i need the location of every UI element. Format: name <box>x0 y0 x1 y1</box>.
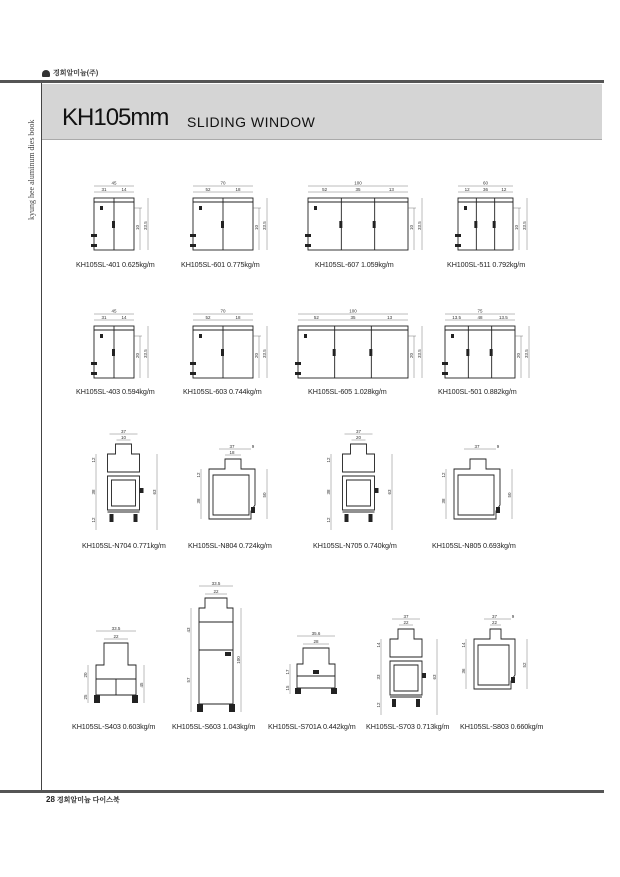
profile-drawing <box>185 580 245 715</box>
dimension-label: 52 <box>205 315 211 320</box>
dimension-label: 12 <box>91 517 96 523</box>
profile-drawing <box>440 445 520 535</box>
dimension-label: 45 <box>139 682 144 688</box>
dimension-label: 22 <box>403 620 409 625</box>
profile-drawing <box>285 630 345 710</box>
profile-label: KH105SL-403 0.594kg/m <box>76 387 155 396</box>
dimension-label: 75 <box>477 308 483 314</box>
profile-drawing <box>300 180 430 260</box>
footer-text: 경희알미늄 다이스북 <box>56 797 120 804</box>
dimension-label: 9 <box>496 444 500 449</box>
profile-label: KH105SL-N804 0.724kg/m <box>188 541 272 550</box>
dimension-label: 20 <box>83 672 88 678</box>
dimension-label: 20 <box>135 352 140 358</box>
dimension-label: 52 <box>522 662 527 668</box>
dimension-label: 37 <box>403 614 409 619</box>
dimension-label: 20 <box>254 352 259 358</box>
profile-section-drawing <box>375 615 445 715</box>
dimension-label: 31 <box>101 315 107 320</box>
dimension-label: 10 <box>514 224 519 230</box>
dimension-label: 10 <box>120 435 127 440</box>
dimension-label: 31 <box>101 187 107 192</box>
dimension-label: 12 <box>441 472 446 478</box>
dimension-label: 33.5 <box>143 221 148 230</box>
profile-label: KH100SL-511 0.792kg/m <box>447 260 526 269</box>
page-number: 28 <box>46 795 55 804</box>
dimension-label: 33.5 <box>524 349 529 358</box>
profile-section-drawing <box>185 180 275 260</box>
dimension-label: 45 <box>111 308 117 314</box>
profile-label: KH105SL-N704 0.771kg/m <box>82 541 166 550</box>
dimension-label: 52 <box>322 187 328 192</box>
dimension-label: 48 <box>477 315 483 320</box>
profile-section-drawing <box>437 308 537 388</box>
profile-label: KH105SL-S803 0.660kg/m <box>460 722 544 731</box>
dimension-label: 25 <box>83 694 88 700</box>
dimension-label: 35 <box>350 315 356 320</box>
profile-label: KH105SL-S703 0.713kg/m <box>366 722 450 731</box>
profile-label: KH100SL-501 0.882kg/m <box>438 387 517 396</box>
profile-section-drawing <box>300 180 430 260</box>
profile-label: KH105SL-607 1.059kg/m <box>315 260 394 269</box>
dimension-label: 35.6 <box>311 631 321 636</box>
dimension-label: 38 <box>441 498 446 504</box>
dimension-label: 14 <box>121 187 127 192</box>
dimension-label: 33.5 <box>262 221 267 230</box>
dimension-label: 36 <box>461 668 466 674</box>
dimension-label: 20 <box>409 352 414 358</box>
top-rule <box>0 80 604 83</box>
profile-section-drawing <box>325 430 400 535</box>
dimension-label: 38 <box>196 498 201 504</box>
dimension-label: 60 <box>482 180 489 186</box>
dimension-label: 12 <box>376 702 381 708</box>
profile-drawing <box>290 308 430 388</box>
side-text-label: kyung hee aluminum dies book <box>27 119 36 220</box>
dimension-label: 22 <box>491 620 498 625</box>
profile-drawing <box>86 180 156 260</box>
profile-section-drawing <box>290 308 430 388</box>
page-subtitle: SLIDING WINDOW <box>187 114 316 130</box>
profile-section-drawing <box>86 180 156 260</box>
dimension-label: 14 <box>376 642 381 648</box>
dimension-label: 12 <box>196 472 201 478</box>
dimension-label: 18 <box>229 450 235 455</box>
brand-name: 경희알미늄(주) <box>53 70 99 77</box>
dimension-label: 33 <box>376 674 381 680</box>
profile-drawing <box>90 430 165 535</box>
dimension-label: 35 <box>355 187 361 192</box>
dimension-label: 13.5 <box>452 315 462 320</box>
dimension-label: 20 <box>516 352 521 358</box>
profile-label: KH105SL-605 1.028kg/m <box>308 387 387 396</box>
dimension-label: 13 <box>388 187 394 192</box>
dimension-label: 50 <box>262 492 267 498</box>
profile-label: KH105SL-N805 0.693kg/m <box>432 541 516 550</box>
brand <box>42 68 98 78</box>
dimension-label: 13.5 <box>498 315 508 320</box>
dimension-label: 20 <box>355 435 362 440</box>
dimension-label: 37 <box>229 444 235 449</box>
dimension-label: 18 <box>235 187 241 192</box>
dimension-label: 52 <box>205 187 211 192</box>
profile-label: KH105SL-603 0.744kg/m <box>183 387 262 396</box>
profile-section-drawing <box>185 580 245 715</box>
title-band <box>42 84 602 140</box>
footer <box>46 795 120 805</box>
side-rule <box>41 83 42 793</box>
dimension-label: 38 <box>91 489 96 495</box>
profile-drawing <box>86 308 156 388</box>
dimension-label: 33.5 <box>111 626 121 631</box>
profile-drawing <box>460 615 535 715</box>
brand-logo-icon <box>42 70 50 77</box>
profile-section-drawing <box>285 630 345 710</box>
profile-drawing <box>185 308 275 388</box>
dimension-label: 63 <box>152 489 157 495</box>
dimension-label: 33.5 <box>143 349 148 358</box>
profile-section-drawing <box>195 445 275 535</box>
dimension-label: 50 <box>507 492 512 498</box>
profile-drawing <box>325 430 400 535</box>
profile-drawing <box>185 180 275 260</box>
dimension-label: 10 <box>409 224 414 230</box>
profile-label: KH105SL-601 0.775kg/m <box>181 260 260 269</box>
dimension-label: 37 <box>355 429 362 434</box>
dimension-label: 33.5 <box>417 349 422 358</box>
profile-drawing <box>450 180 535 260</box>
dimension-label: 100 <box>349 308 357 314</box>
profile-label: KH105SL-S603 1.043kg/m <box>172 722 256 731</box>
dimension-label: 10 <box>135 224 140 230</box>
dimension-label: 33.5 <box>522 221 527 230</box>
dimension-label: 22 <box>113 634 119 639</box>
side-text <box>27 90 39 220</box>
dimension-label: 70 <box>220 308 226 314</box>
dimension-label: 37 <box>491 614 498 619</box>
dimension-label: 15 <box>285 685 290 691</box>
profile-drawing <box>437 308 537 388</box>
profile-label: KH105SL-N705 0.740kg/m <box>313 541 397 550</box>
dimension-label: 14 <box>461 642 466 648</box>
profile-section-drawing <box>460 615 535 715</box>
dimension-label: 33.5 <box>211 581 221 586</box>
profile-section-drawing <box>440 445 520 535</box>
profile-section-drawing <box>450 180 535 260</box>
bottom-rule <box>0 790 604 793</box>
dimension-label: 28 <box>313 639 319 644</box>
dimension-label: 70 <box>220 180 226 186</box>
dimension-label: 52 <box>313 315 319 320</box>
dimension-label: 14 <box>121 315 127 320</box>
dimension-label: 45 <box>111 180 117 186</box>
dimension-label: 43 <box>186 627 191 633</box>
dimension-label: 36 <box>482 187 489 192</box>
dimension-label: 33.5 <box>417 221 422 230</box>
profile-drawing <box>80 625 150 715</box>
profile-label: KH105SL-401 0.625kg/m <box>76 260 155 269</box>
dimension-label: 33.5 <box>262 349 267 358</box>
dimension-label: 63 <box>432 674 437 680</box>
profile-section-drawing <box>86 308 156 388</box>
dimension-label: 9 <box>251 444 255 449</box>
dimension-label: 13 <box>387 315 393 320</box>
profile-section-drawing <box>80 625 150 715</box>
dimension-label: 12 <box>326 457 331 463</box>
dimension-label: 12 <box>326 517 331 523</box>
profile-label: KH105SL-S701A 0.442kg/m <box>268 722 356 731</box>
dimension-label: 12 <box>91 457 96 463</box>
dimension-label: 10 <box>254 224 259 230</box>
profile-drawing <box>195 445 275 535</box>
dimension-label: 12 <box>501 187 507 192</box>
dimension-label: 57 <box>186 677 191 683</box>
dimension-label: 63 <box>387 489 392 495</box>
dimension-label: 18 <box>235 315 241 320</box>
profile-label: KH105SL-S403 0.603kg/m <box>72 722 156 731</box>
dimension-label: 37 <box>120 429 127 434</box>
profile-section-drawing <box>90 430 165 535</box>
dimension-label: 12 <box>464 187 470 192</box>
profile-drawing <box>375 615 445 715</box>
dimension-label: 38 <box>326 489 331 495</box>
dimension-label: 17 <box>285 669 290 675</box>
profile-section-drawing <box>185 308 275 388</box>
dimension-label: 100 <box>354 180 362 186</box>
dimension-label: 9 <box>511 614 515 619</box>
dimension-label: 100 <box>236 656 241 664</box>
dimension-label: 22 <box>213 589 219 594</box>
page-title: KH105mm <box>62 104 169 131</box>
dimension-label: 37 <box>474 444 480 449</box>
